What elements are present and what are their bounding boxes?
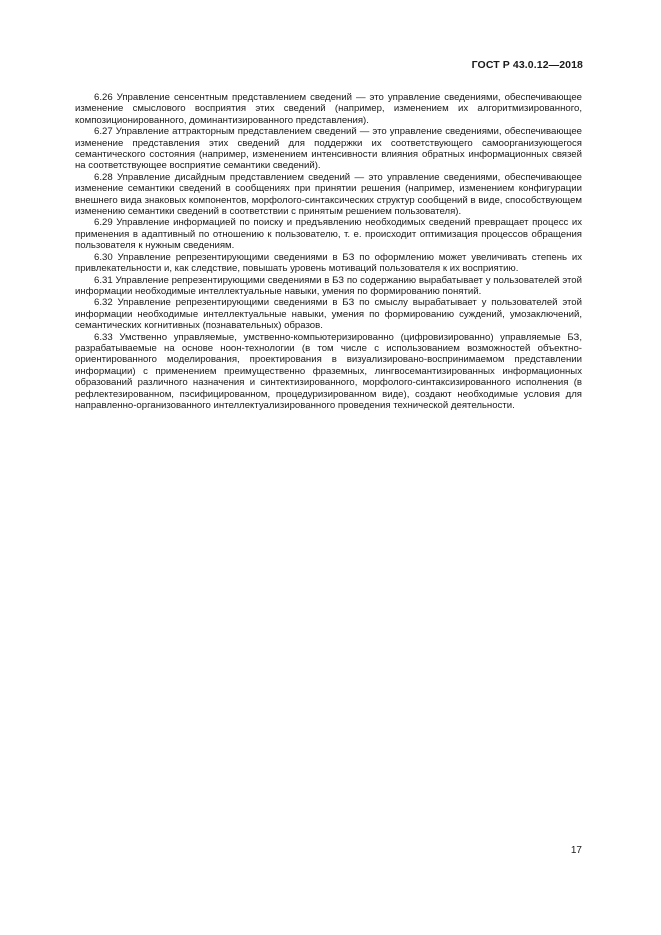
paragraph-6-29: 6.29 Управление информацией по поиску и предъявлению необходимых сведений превращает процесс их применения в адаптивный по отношению к пользователю, т. е. происходит оптимизация процессов обращения пользователя к нужным сведениям. (75, 217, 582, 252)
document-header-standard-code: ГОСТ Р 43.0.12—2018 (471, 59, 583, 71)
paragraph-6-32: 6.32 Управление репрезентирующими сведениями в БЗ по смыслу вырабатывает у пользователей этой информации необходимые интеллектуальные навыки, умения по формированию суждений, умозаключений, семантических когнитивных (познавательных) образов. (75, 297, 582, 332)
paragraph-6-30: 6.30 Управление репрезентирующими сведениями в БЗ по оформлению может увеличивать степень их привлекательности и, как следствие, повышать уровень мотиваций пользователя к их восприятию. (75, 251, 582, 275)
paragraph-6-27: 6.27 Управление аттракторным представлением сведений — это управление сведениями, обеспечивающее изменение представления этих сведений для поддержки их соответствующего самоорганизующегося семантического состояния (например, изменением интенсивности влияния обратных информационных связей на соответствующее восприятие семантики сведений). (75, 126, 582, 172)
paragraph-6-28: 6.28 Управление дисайдным представлением сведений — это управление сведениями, обеспечивающее изменение семантики сведений в сообщениях при принятии решения (например, изменением конфигурации внешнего вида знаковых компонентов, морфолого-синтаксических структур сообщений в виде, способствующем изменению семантики сведений в соответствии с принятым решением пользователя). (75, 171, 582, 218)
paragraph-6-31: 6.31 Управление репрезентирующими сведениями в БЗ по содержанию вырабатывает у пользователей этой информации необходимые интеллектуальные навыки, умения по формированию понятий. (75, 274, 582, 297)
paragraph-6-33: 6.33 Умственно управляемые, умственно-компьютеризированно (цифровизированно) управляемые БЗ, разрабатываемые на основе ноон-технологии (в том числе с использованием возможностей объектно-ориентированного моделирования, проектирования в визуализировано-воспринимаемом представлении информации) с применением преимущественно фраземных, лингвосемантизированных информационных образований различного назначения и синтектизированного, морфолого-синтаксизированного исполнения (в рефлектезированном, пэсифицированном, процедуризированном виде), создают необходимые условия для направленно-организованного интеллектуализированного проведения технической деятельности. (75, 331, 582, 411)
page-number: 17 (570, 845, 582, 856)
document-body (75, 92, 582, 411)
paragraph-6-26: 6.26 Управление сенсентным представлением сведений — это управление сведениями, обеспечивающее изменение смыслового восприятия этих сведений (например, изменением их алгоритмизированного, композиционированного, доминантизированного представления). (75, 92, 582, 126)
